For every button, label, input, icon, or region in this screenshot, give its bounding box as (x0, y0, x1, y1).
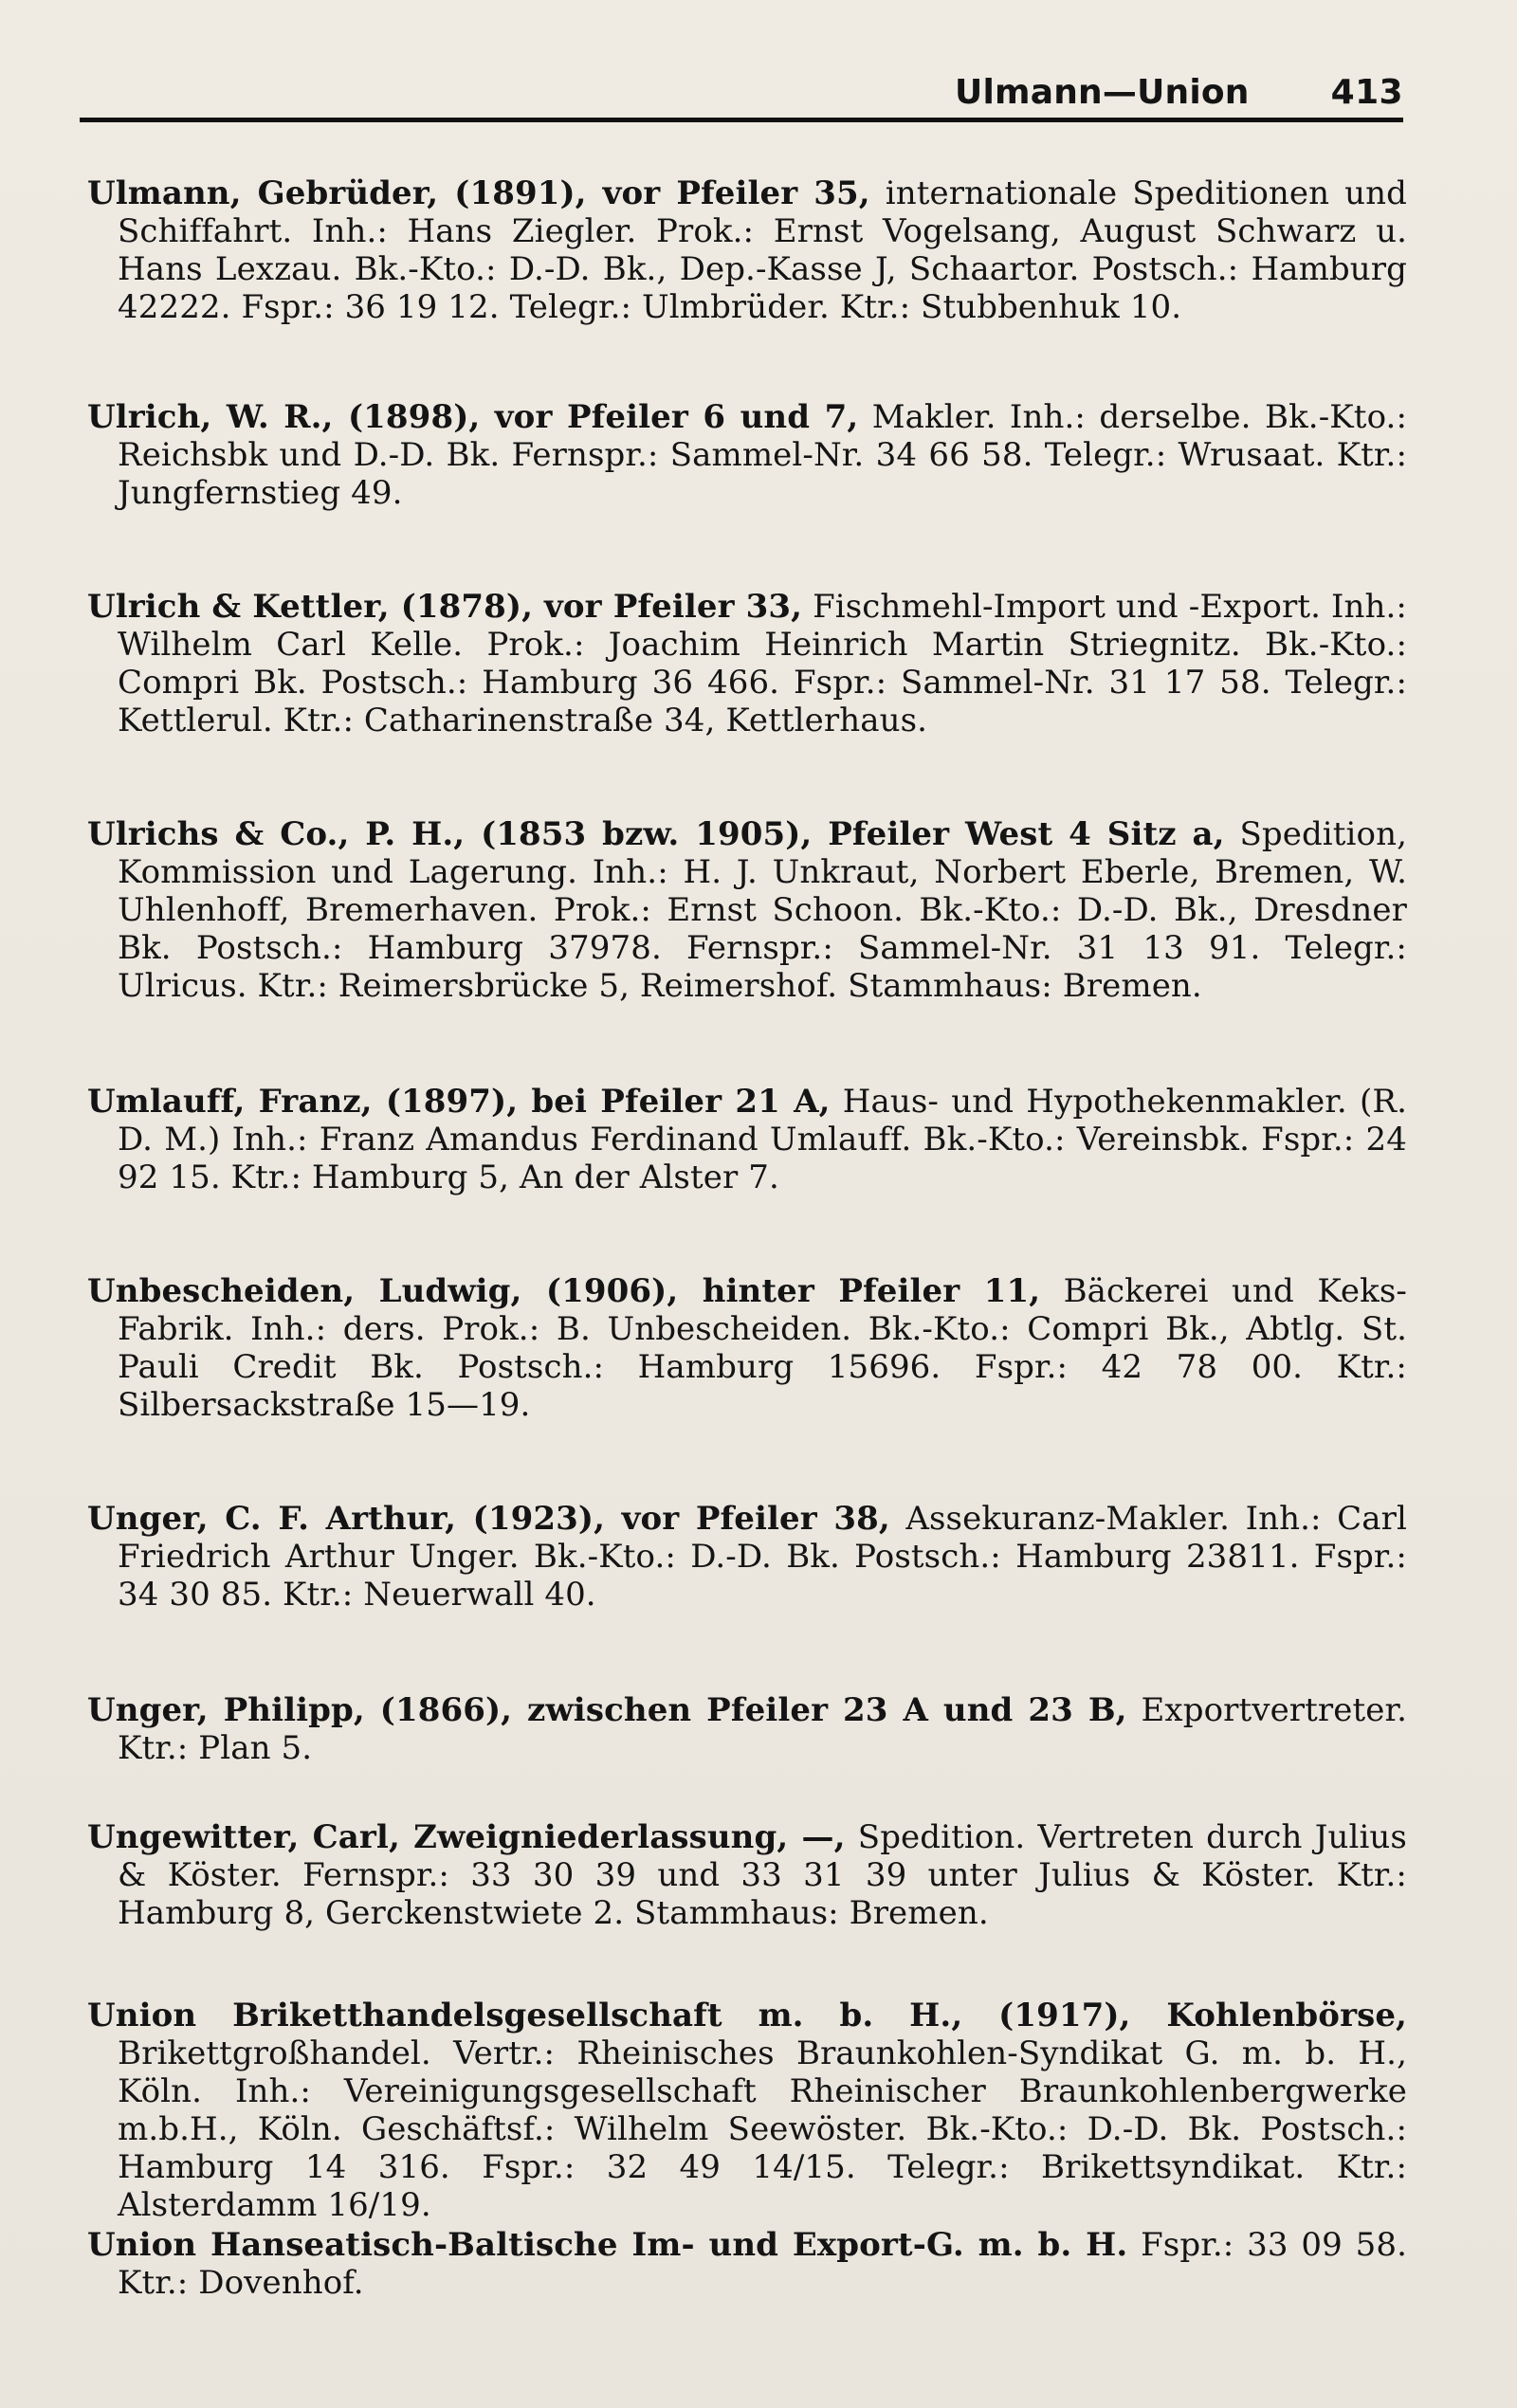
directory-entry (87, 1272, 1407, 1424)
entry-name: Ulrich, W. R., (1898), vor Pfeiler 6 und 7, (87, 398, 859, 436)
entry-details: Bäckerei und Keks-Fabrik. Inh.: ders. Prok.: B. Unbescheiden. Bk.-Kto.: Compri Bk., Abtlg. St. Pauli Credit Bk. Postsch.: Hamburg 15696. Fspr.: 42 78 00. Ktr.: Silbersackstraße 15—19. (118, 1272, 1407, 1424)
directory-entry (87, 1691, 1407, 1767)
entry-name: Ulrichs & Co., P. H., (1853 bzw. 1905), Pfeiler West 4 Sitz a, (87, 815, 1225, 853)
entry-details: Brikettgroßhandel. Vertr.: Rheinisches Braunkohlen-Syndikat G. m. b. H., Köln. Inh.: Vereinigungsgesellschaft Rheinischer Braunkohlenbergwerke m.b.H., Köln. Geschäftsf.: Wilhelm Seewöster. Bk.-Kto.: D.-D. Bk. Postsch.: Hamburg 14 316. Fspr.: 32 49 14/15. Telegr.: Brikettsyndikat. Ktr.: Alsterdamm 16/19. (118, 2034, 1407, 2224)
running-title: Ulmann—Union (955, 73, 1250, 112)
entry-details: Spedition. Vertreten durch Julius & Köster. Fernspr.: 33 30 39 und 33 31 39 unter Julius & Köster. Ktr.: Hamburg 8, Gerckenstwiete 2. Stammhaus: Bremen. (118, 1818, 1407, 1932)
directory-entry (87, 174, 1407, 326)
entry-name: Umlauff, Franz, (1897), bei Pfeiler 21 A, (87, 1083, 831, 1121)
entry-details: internationale Speditionen und Schiffahrt. Inh.: Hans Ziegler. Prok.: Ernst Vogelsang, August Schwarz u. Hans Lexzau. Bk.-Kto.: D.-D. Bk., Dep.-Kasse J, Schaartor. Postsch.: Hamburg 42222. Fspr.: 36 19 12. Telegr.: Ulmbrüder. Ktr.: Stubbenhuk 10. (118, 174, 1407, 326)
directory-entry (87, 1818, 1407, 1932)
entry-details: Assekuranz-Makler. Inh.: Carl Friedrich Arthur Unger. Bk.-Kto.: D.-D. Bk. Postsch.: Hamburg 23811. Fspr.: 34 30 85. Ktr.: Neuerwall 40. (118, 1500, 1407, 1614)
entry-name: Union Briketthandelsgesellschaft m. b. H., (1917), Kohlenbörse, (87, 1997, 1407, 2034)
entry-details: Spedition, Kommission und Lagerung. Inh.: H. J. Unkraut, Norbert Eberle, Bremen, W. Uhlenhoff, Bremerhaven. Prok.: Ernst Schoon. Bk.-Kto.: D.-D. Bk., Dresdner Bk. Postsch.: Hamburg 37978. Fernspr.: Sammel-Nr. 31 13 91. Telegr.: Ulricus. Ktr.: Reimersbrücke 5, Reimershof. Stammhaus: Bremen. (118, 815, 1407, 1005)
entry-details: Exportvertreter. Ktr.: Plan 5. (118, 1691, 1407, 1767)
entry-name: Union Hanseatisch-Baltische Im- und Export-G. m. b. H. (87, 2226, 1128, 2264)
page-number: 413 (1330, 73, 1403, 112)
entry-name: Ulmann, Gebrüder, (1891), vor Pfeiler 35, (87, 174, 870, 212)
entry-name: Ulrich & Kettler, (1878), vor Pfeiler 33, (87, 588, 803, 626)
page-header (80, 57, 1403, 110)
header-rule (80, 118, 1403, 122)
entry-details: Fischmehl-Import und -Export. Inh.: Wilhelm Carl Kelle. Prok.: Joachim Heinrich Martin Striegnitz. Bk.-Kto.: Compri Bk. Postsch.: Hamburg 36 466. Fspr.: Sammel-Nr. 31 17 58. Telegr.: Kettlerul. Ktr.: Catharinenstraße 34, Kettlerhaus. (118, 588, 1407, 739)
directory-entry (87, 815, 1407, 1005)
entry-details: Haus- und Hypothekenmakler. (R. D. M.) Inh.: Franz Amandus Ferdinand Umlauff. Bk.-Kto.: Vereinsbk. Fspr.: 24 92 15. Ktr.: Hamburg 5, An der Alster 7. (118, 1083, 1407, 1196)
entry-details: Fspr.: 33 09 58. Ktr.: Dovenhof. (118, 2226, 1407, 2302)
entry-name: Unger, C. F. Arthur, (1923), vor Pfeiler 38, (87, 1500, 890, 1538)
directory-entry (87, 398, 1407, 512)
directory-entry (87, 588, 1407, 739)
directory-entry (87, 1500, 1407, 1614)
entry-details: Makler. Inh.: derselbe. Bk.-Kto.: Reichsbk und D.-D. Bk. Fernspr.: Sammel-Nr. 34 66 58. Telegr.: Wrusaat. Ktr.: Jungfernstieg 49. (118, 398, 1408, 512)
directory-entry (87, 1997, 1407, 2224)
directory-entry (87, 1083, 1407, 1196)
directory-entry (87, 2226, 1407, 2302)
entry-name: Unbescheiden, Ludwig, (1906), hinter Pfeiler 11, (87, 1272, 1041, 1310)
entry-name: Ungewitter, Carl, Zweigniederlassung, —, (87, 1818, 846, 1856)
entry-name: Unger, Philipp, (1866), zwischen Pfeiler 23 A und 23 B, (87, 1691, 1127, 1729)
